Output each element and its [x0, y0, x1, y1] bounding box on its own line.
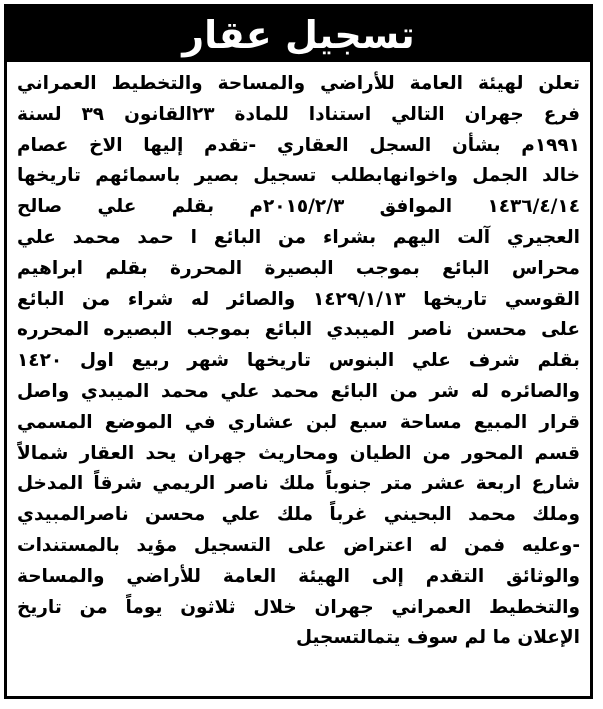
text-line: محراس البائع بموجب البصيرة المحررة بقلم ابراهيم: [17, 257, 580, 279]
notice-title: تسجيل عقار: [7, 7, 590, 62]
notice-box: [4, 4, 593, 699]
text-line: والوثائق التقدم إلى الهيئة العامة للأراضي والمساحة: [17, 565, 580, 587]
text-line: ١٤٣٦/٤/١٤ الموافق ٢٠١٥/٢/٣م بقلم علي صالح: [17, 196, 580, 218]
text-line: القوسي تاريخها ١٤٢٩/١/١٣ والصائر له شراء من البائع: [17, 288, 580, 310]
text-line: شارع اربعة عشر متر جنوباً ملك ناصر الريمي شرقاً المدخل: [17, 473, 580, 495]
notice-body: [17, 69, 580, 654]
text-line: قرار المبيع مساحة سبع لبن عشاري في الموضع المسمي: [17, 411, 580, 433]
text-line: تعلن لهيئة العامة للأراضي والمساحة والتخطيط العمراني: [17, 73, 580, 94]
text-line: فرع جهران التالي استنادا للمادة ٢٣القانون ٣٩ لسنة: [17, 103, 580, 125]
text-line: على محسن ناصر الميبدي البائع بموجب البصيره المحرره: [17, 319, 580, 341]
text-line: -وعليه فمن له اعتراض على التسجيل مؤيد بالمستندات: [17, 534, 580, 556]
text-line: بقلم شرف علي البنوس تاريخها شهر ربيع اول ١٤٢٠: [17, 350, 580, 372]
text-line: العجيري آلت اليهم بشراء من البائع ا حمد محمد علي: [17, 226, 580, 248]
text-line: الإعلان ما لم سوف يتمالتسجيل: [295, 627, 580, 649]
text-line: ١٩٩١م بشأن السجل العقاري -تقدم إليها الاخ عصام: [17, 134, 580, 156]
text-line: قسم المحور من الطيان ومحاريث جهران يحد العقار شمالاً: [17, 442, 580, 464]
text-line: وملك محمد البحيني غرباً ملك علي محسن ناصرالمبيدي: [17, 504, 580, 526]
text-line: خالد الجمل واخوانهابطلب تسجيل بصير باسمائهم تاريخها: [17, 165, 580, 187]
text-line: والتخطيط العمراني جهران خلال ثلاثون يوماً من تاريخ: [17, 596, 580, 618]
text-line: والصائره له شر من البائع محمد علي محمد الميبدي واصل: [17, 380, 580, 402]
